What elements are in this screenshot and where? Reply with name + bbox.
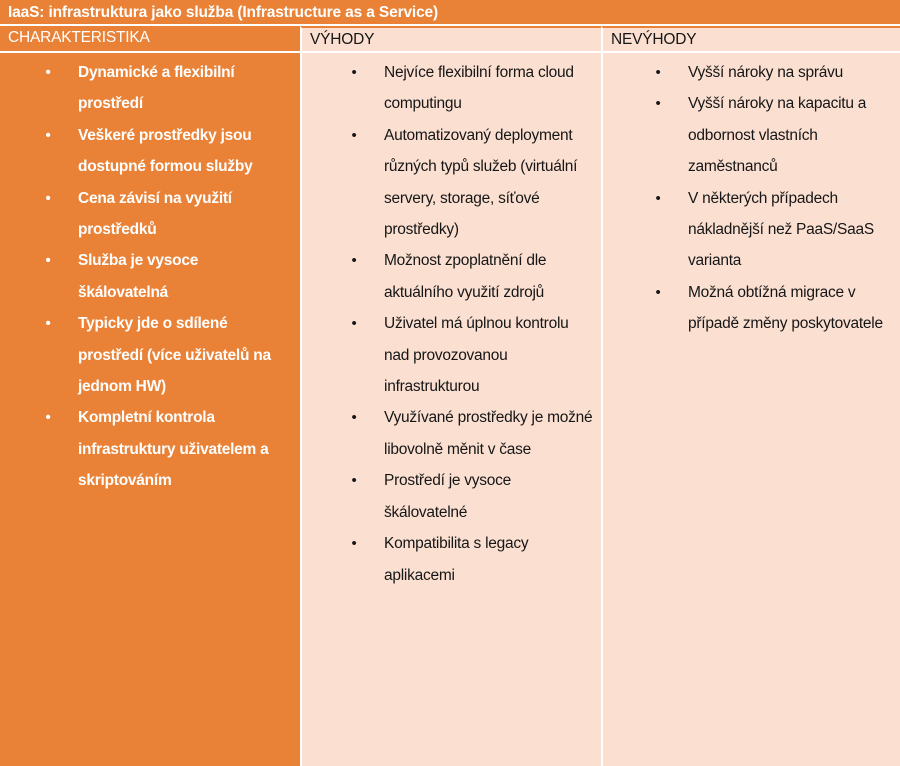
bullet-icon: • bbox=[45, 64, 51, 81]
list-item bbox=[346, 465, 593, 528]
list-item bbox=[346, 528, 593, 591]
column-body-vyhody bbox=[300, 53, 601, 766]
bullet-icon: • bbox=[351, 409, 357, 427]
list-item-label: Vyšší nároky na správu bbox=[688, 64, 844, 81]
list-item-label: Kompatibilita s legacy aplikacemi bbox=[384, 535, 529, 584]
list-item-label: Automatizovaný deployment různých typů služeb (virtuální servery, storage, síťové prostředky) bbox=[384, 126, 578, 239]
list-item bbox=[650, 277, 894, 340]
bullet-list-charakteristika bbox=[40, 57, 290, 497]
bullet-icon: • bbox=[351, 126, 357, 144]
list-item bbox=[40, 308, 290, 402]
column-body-nevyhody bbox=[601, 53, 900, 766]
bullet-icon: • bbox=[655, 189, 661, 207]
list-item-label: Využívané prostředky je možné libovolně měnit v čase bbox=[384, 409, 593, 458]
list-item bbox=[650, 183, 894, 277]
column-body-charakteristika bbox=[0, 53, 300, 766]
bullet-list-nevyhody bbox=[650, 57, 894, 340]
list-item-label: Cena závisí na využití prostředků bbox=[78, 189, 232, 239]
list-item bbox=[346, 245, 593, 308]
bullet-icon: • bbox=[45, 315, 51, 333]
list-item-label: Veškeré prostředky jsou dostupné formou služby bbox=[78, 126, 253, 176]
table-header-row bbox=[0, 26, 900, 53]
list-item-label: Služba je vysoce škálovatelná bbox=[78, 252, 199, 301]
list-item bbox=[346, 402, 593, 465]
bullet-icon: • bbox=[655, 283, 661, 301]
list-item-label: V některých případech nákladnější než PaaS/SaaS varianta bbox=[688, 189, 874, 270]
list-item bbox=[40, 57, 290, 120]
list-item-label: Dynamické a flexibilní prostředí bbox=[78, 64, 235, 113]
bullet-icon: • bbox=[45, 126, 51, 144]
list-item-label: Uživatel má úplnou kontrolu nad provozovanou infrastrukturou bbox=[384, 315, 569, 396]
bullet-icon: • bbox=[351, 252, 357, 270]
list-item bbox=[40, 120, 290, 183]
table-title: IaaS: infrastruktura jako služba (Infrastructure as a Service) bbox=[0, 0, 900, 26]
bullet-icon: • bbox=[45, 252, 51, 270]
bullet-icon: • bbox=[351, 535, 357, 553]
bullet-icon: • bbox=[45, 189, 51, 207]
list-item bbox=[346, 57, 593, 120]
list-item-label: Nejvíce flexibilní forma cloud computingu bbox=[384, 64, 574, 113]
list-item bbox=[650, 57, 894, 88]
list-item-label: Možná obtížná migrace v případě změny poskytovatele bbox=[688, 283, 883, 333]
list-item bbox=[40, 402, 290, 496]
column-header-charakteristika: CHARAKTERISTIKA bbox=[0, 26, 300, 53]
list-item bbox=[650, 88, 894, 182]
bullet-icon: • bbox=[45, 409, 51, 427]
bullet-icon: • bbox=[351, 472, 357, 490]
list-item-label: Možnost zpoplatnění dle aktuálního využití zdrojů bbox=[384, 252, 547, 301]
list-item bbox=[346, 120, 593, 246]
list-item bbox=[346, 308, 593, 402]
list-item-label: Vyšší nároky na kapacitu a odbornost vlastních zaměstnanců bbox=[688, 95, 867, 176]
bullet-icon: • bbox=[351, 64, 357, 81]
list-item bbox=[40, 245, 290, 308]
bullet-icon: • bbox=[655, 64, 661, 81]
bullet-icon: • bbox=[351, 315, 357, 333]
bullet-list-vyhody bbox=[346, 57, 593, 591]
column-header-vyhody: VÝHODY bbox=[300, 26, 601, 53]
list-item-label: Typicky jde o sdílené prostředí (více uživatelů na jednom HW) bbox=[78, 315, 271, 396]
column-header-nevyhody: NEVÝHODY bbox=[601, 26, 900, 53]
list-item-label: Prostředí je vysoce škálovatelné bbox=[384, 472, 512, 521]
bullet-icon: • bbox=[655, 95, 661, 113]
list-item-label: Kompletní kontrola infrastruktury uživatelem a skriptováním bbox=[78, 409, 269, 490]
list-item bbox=[40, 183, 290, 246]
table-body-row bbox=[0, 53, 900, 766]
